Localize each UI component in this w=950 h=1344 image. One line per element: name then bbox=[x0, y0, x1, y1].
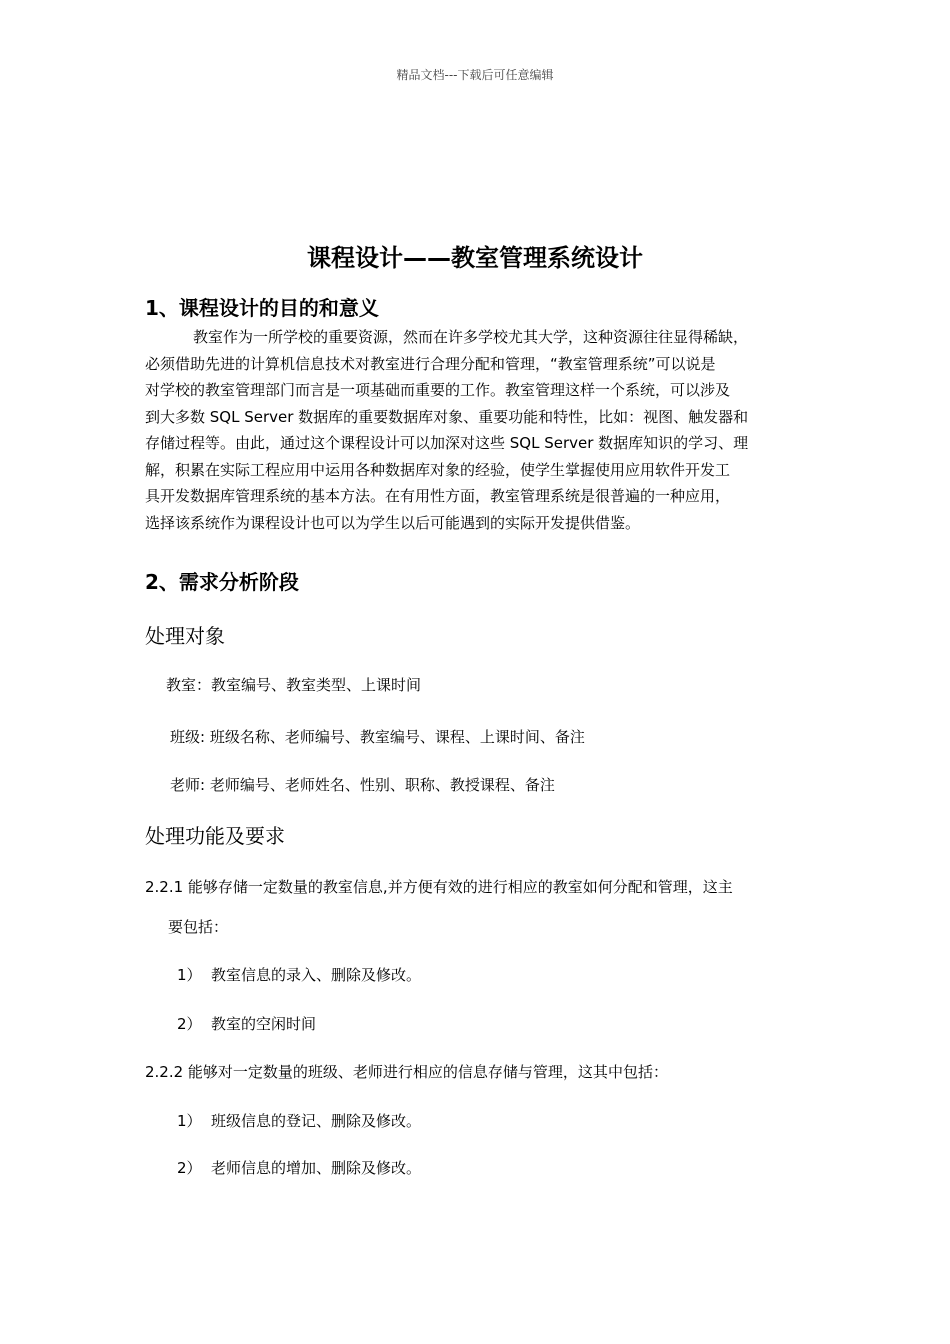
functions-heading: 处理功能及要求 bbox=[145, 824, 285, 848]
paragraph-line: 教室作为一所学校的重要资源，然而在许多学校尤其大学，这种资源往往显得稀缺， bbox=[193, 328, 749, 346]
requirement-1-item-1-number: 1） bbox=[177, 966, 202, 984]
requirement-1-line-1: 2.2.1 能够存储一定数量的教室信息,并方便有效的进行相应的教室如何分配和管理，这主 bbox=[145, 878, 733, 896]
page-header: 精品文档---下载后可任意编辑 bbox=[396, 68, 554, 82]
paragraph-line: 存储过程等。由此，通过这个课程设计可以加深对这些 SQL Server 数据库知识的学习、理 bbox=[145, 434, 749, 452]
requirement-2-item-1-number: 1） bbox=[177, 1112, 202, 1130]
requirement-1-item-2-text: 教室的空闲时间 bbox=[211, 1015, 317, 1033]
paragraph-line: 具开发数据库管理系统的基本方法。在有用性方面，教室管理系统是很普遍的一种应用， bbox=[145, 487, 731, 505]
paragraph-line: 解，积累在实际工程应用中运用各种数据库对象的经验，使学生掌握使用应用软件开发工 bbox=[145, 460, 731, 479]
requirement-1-item-1-text: 教室信息的录入、删除及修改。 bbox=[211, 966, 422, 984]
object-teacher: 老师: 老师编号、老师姓名、性别、职称、教授课程、备注 bbox=[170, 776, 555, 794]
objects-heading: 处理对象 bbox=[145, 624, 225, 648]
requirement-2-item-1-text: 班级信息的登记、删除及修改。 bbox=[211, 1112, 422, 1130]
paragraph-line: 选择该系统作为课程设计也可以为学生以后可能遇到的实际开发提供借鉴。 bbox=[145, 513, 641, 532]
requirement-2-item-2-number: 2） bbox=[177, 1159, 202, 1177]
requirement-1-item-2-number: 2） bbox=[177, 1015, 202, 1033]
requirement-2-item-2-text: 老师信息的增加、删除及修改。 bbox=[211, 1159, 422, 1177]
paragraph-line: 到大多数 SQL Server 数据库的重要数据库对象、重要功能和特性，比如：视图、触发器和 bbox=[145, 407, 749, 426]
section-1-paragraph bbox=[145, 324, 810, 536]
object-class: 班级: 班级名称、老师编号、教室编号、课程、上课时间、备注 bbox=[170, 728, 585, 746]
paragraph-line: 必须借助先进的计算机信息技术对教室进行合理分配和管理，“教室管理系统”可以说是 bbox=[145, 354, 716, 373]
paragraph-line: 对学校的教室管理部门而言是一项基础而重要的工作。教室管理这样一个系统，可以涉及 bbox=[145, 381, 731, 399]
requirement-2-line-1: 2.2.2 能够对一定数量的班级、老师进行相应的信息存储与管理，这其中包括： bbox=[145, 1063, 668, 1081]
object-classroom: 教室：教室编号、教室类型、上课时间 bbox=[166, 676, 422, 694]
document-title: 课程设计——教室管理系统设计 bbox=[307, 244, 643, 272]
requirement-1-line-2: 要包括： bbox=[168, 918, 229, 936]
section-1-heading: 1、课程设计的目的和意义 bbox=[145, 296, 379, 320]
section-2-heading: 2、需求分析阶段 bbox=[145, 570, 299, 594]
